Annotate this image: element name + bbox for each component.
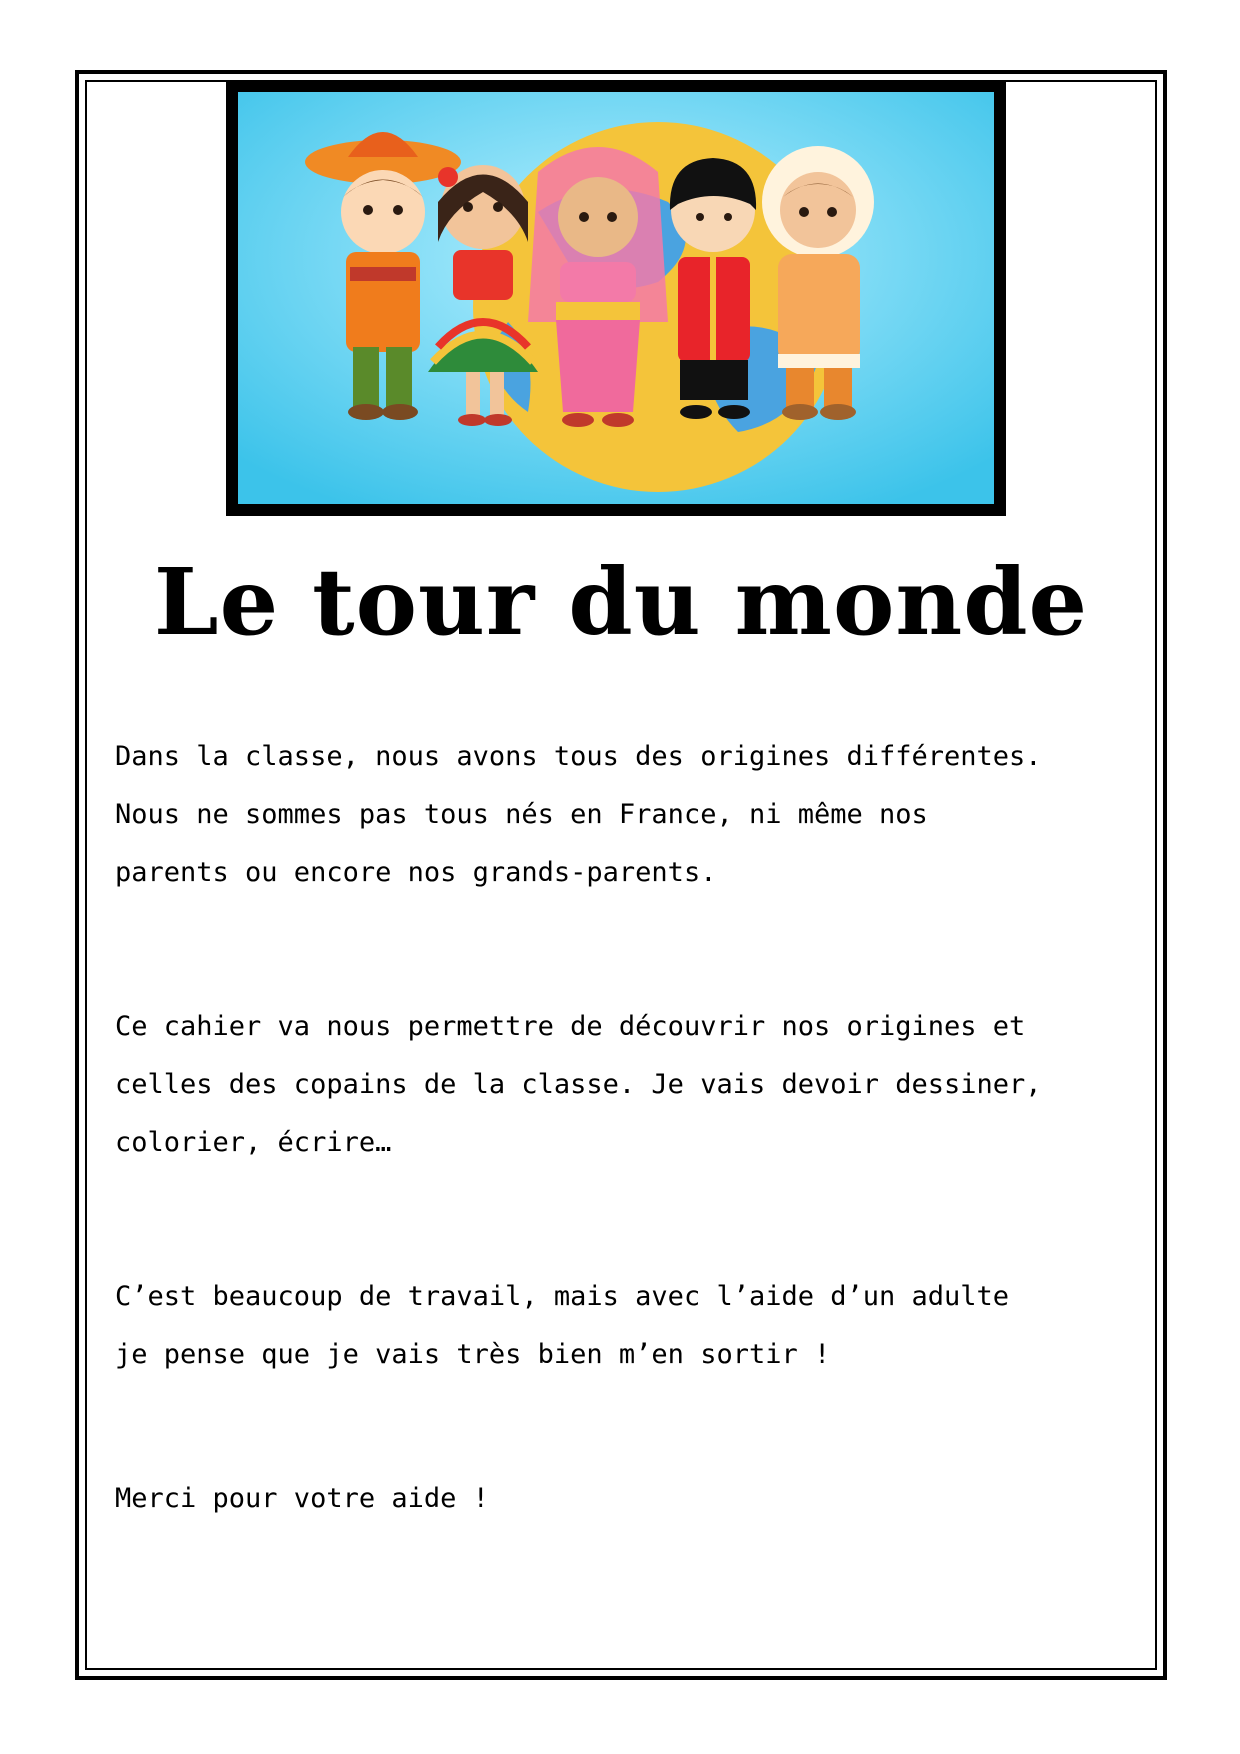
- page-title: Le tour du monde: [153, 548, 1089, 656]
- intro-paragraph: Dans la classe, nous avons tous des origines différentes. Nous ne sommes pas tous nés en France, ni même nos parents ou encore nos grands-parents.: [115, 741, 1042, 888]
- cover-illustration: [226, 80, 1006, 516]
- notebook-purpose-paragraph: Ce cahier va nous permettre de découvrir nos origines et celles des copains de la classe. Je vais devoir dessiner, colorier, écrire…: [115, 1011, 1042, 1158]
- children-of-the-world-icon: [238, 92, 994, 504]
- child-asian: [670, 158, 756, 419]
- adult-help-paragraph: C’est beaucoup de travail, mais avec l’aide d’un adulte je pense que je vais très bien m’en sortir !: [115, 1281, 1010, 1370]
- thanks-paragraph: Merci pour votre aide !: [115, 1483, 489, 1514]
